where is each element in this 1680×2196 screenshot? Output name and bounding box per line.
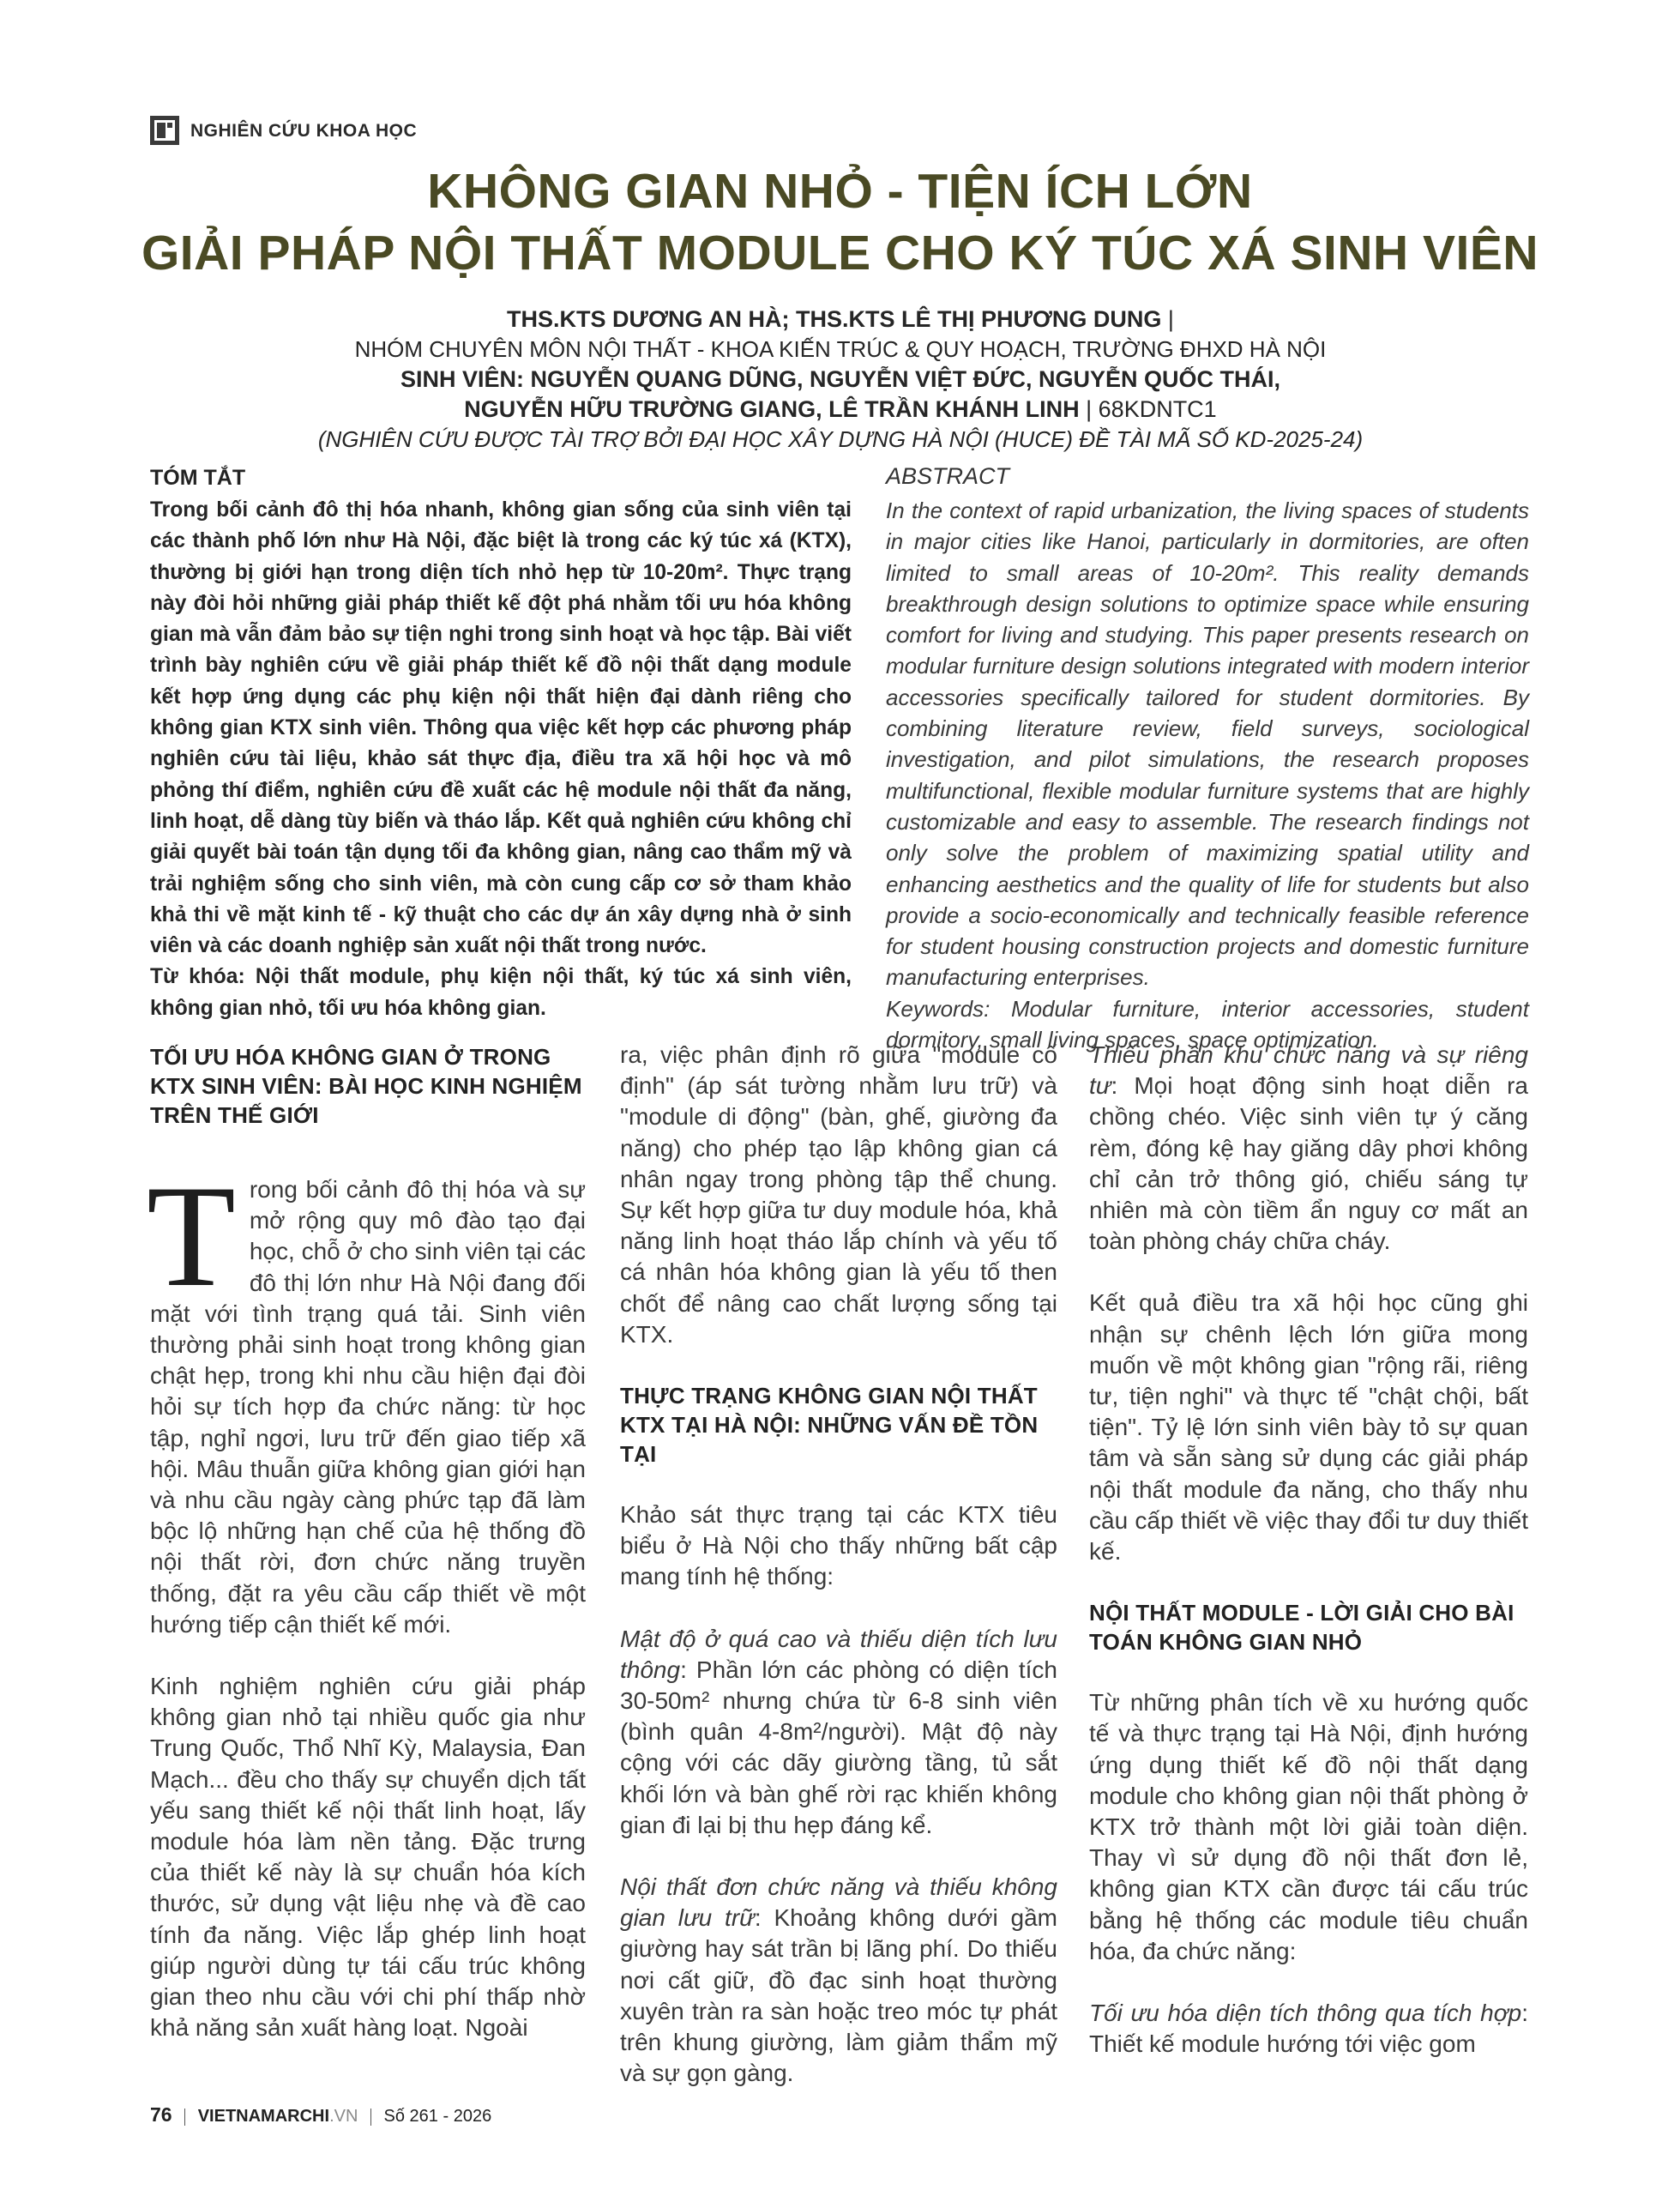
- paragraph: [147, 1155, 586, 1640]
- magazine-name: VIETNAMARCHI: [197, 2107, 330, 2126]
- body-column-1: [147, 1042, 586, 2074]
- body-column-2: [620, 1040, 1057, 2120]
- paragraph-text: rong bối cảnh đô thị hóa và sự mở rộng quy mô đào tạo đại học, chỗ ở cho sinh viên tại các đô thị lớn như Hà Nội đang đối mặt với tình trạng quá tải. Sinh viên thường phải sinh hoạt trong không gian chật hẹp, trong khi nhu cầu hiện đại đòi hỏi sự tích hợp đa chức năng: từ học tập, nghỉ ngơi, lưu trữ đến giao tiếp xã hội. Mâu thuẫn giữa không gian giới hạn và nhu cầu ngày càng phức tạp đã làm bộc lộ những hạn chế của hệ thống đồ nội thất rời, đơn chức năng truyền thống, đặt ra yêu cầu cấp thiết về một hướng tiếp cận thiết kế mới.: [150, 1176, 586, 1638]
- drop-cap: T: [147, 1155, 236, 1317]
- paragraph: Kết quả điều tra xã hội học cũng ghi nhận sự chênh lệch lớn giữa mong muốn về một không gian "rộng rãi, riêng tư, tiện nghi" và thực tế "chật chội, bất tiện". Tỷ lệ lớn sinh viên bày tỏ sự quan tâm và sẵn sàng sử dụng các giải pháp nội thất module đa năng, cho thấy nhu cầu cấp thiết về việc thay đổi tư duy thiết kế.: [1089, 1289, 1528, 1566]
- section-heading-1: TỐI ƯU HÓA KHÔNG GIAN Ở TRONG KTX SINH VIÊN: BÀI HỌC KINH NGHIỆM TRÊN THẾ GIỚI: [150, 1044, 582, 1128]
- byline-lecturers: [150, 305, 1531, 335]
- byline-separator: |: [1167, 306, 1174, 332]
- abstract-vn-body: Trong bối cảnh đô thị hóa nhanh, không gian sống của sinh viên tại các thành phố lớn như Hà Nội, đặc biệt là trong các ký túc xá (KTX), thường bị giới hạn trong diện tích nhỏ hẹp từ 10-20m². Thực trạng này đòi hỏi những giải pháp thiết kế đột phá nhằm tối ưu hóa không gian mà vẫn đảm bảo sự tiện nghi trong sinh hoạt và học tập. Bài viết trình bày nghiên cứu về giải pháp thiết kế đồ nội thất dạng module kết hợp ứng dụng các phụ kiện nội thất hiện đại dành riêng cho không gian KTX sinh viên. Thông qua việc kết hợp các phương pháp nghiên cứu tài liệu, khảo sát thực địa, điều tra xã hội học và mô phỏng thí điểm, nghiên cứu đề xuất các hệ module nội thất đa năng, linh hoạt, dễ dàng tùy biến và tháo lắp. Kết quả nghiên cứu không chỉ giải quyết bài toán tận dụng tối đa không gian, nâng cao thẩm mỹ và trải nghiệm sống cho sinh viên, mà còn cung cấp cơ sở tham khảo khả thi về mặt kinh tế - kỹ thuật cho các dự án xây dựng nhà ở sinh viên và các doanh nghiệp sản xuất nội thất trong nước.: [150, 498, 852, 958]
- abstract-vn-keywords: Từ khóa: Nội thất module, phụ kiện nội thất, ký túc xá sinh viên, không gian nhỏ, tối ưu hóa không gian.: [150, 965, 852, 1020]
- abstract-en-heading: ABSTRACT: [886, 463, 1010, 489]
- page-number: 76: [150, 2103, 172, 2126]
- paragraph-text: : Thiết kế module hướng tới việc gom: [1089, 2000, 1528, 2058]
- student-names-1: SINH VIÊN: NGUYỄN QUANG DŨNG, NGUYỄN VIỆT ĐỨC, NGUYỄN QUỐC THÁI,: [400, 366, 1280, 392]
- abstract-vn-heading: TÓM TẮT: [150, 466, 246, 490]
- paragraph-text: : Phần lớn các phòng có diện tích 30-50m² nhưng chứa từ 6-8 sinh viên (bình quân 4-8m²/người). Mật độ này cộng với các dãy giường tầng, tủ sắt khối lớn và bàn ghế rời rạc khiến không gian đi lại bị thu hẹp đáng kể.: [620, 1656, 1057, 1838]
- abstract-vn: [150, 495, 852, 1024]
- paragraph-lead: Nội thất đơn chức năng và thiếu không gian lưu trữ: [620, 1873, 1057, 1932]
- article-title-line-1: KHÔNG GIAN NHỎ - TIỆN ÍCH LỚN: [427, 164, 1253, 219]
- section-heading-3: NỘI THẤT MODULE - LỜI GIẢI CHO BÀI TOÁN KHÔNG GIAN NHỎ: [1089, 1600, 1514, 1656]
- paragraph: [620, 1624, 1057, 1841]
- abstract-en-body: In the context of rapid urbanization, the living spaces of students in major cities like Hanoi, particularly in dormitories, are often limited to small areas of 10-20m². This reality demands breakthrough design solutions to optimize space while ensuring comfort for living and studying. This paper presents research on modular furniture design solutions integrated with modern interior accessories specifically tailored for student dormitories. By combining literature review, field surveys, sociological investigation, and pilot simulations, the research proposes multifunctional, flexible modular furniture systems that are highly customizable and easy to assemble. The research findings not only solve the problem of maximizing spatial utility and enhancing aesthetics and the quality of life for students but also provide a socio-economically and technically feasible reference for student housing construction projects and domestic furniture manufacturing enterprises.: [886, 498, 1529, 991]
- section-label: NGHIÊN CỨU KHOA HỌC: [190, 121, 418, 141]
- body-column-3: [1089, 1040, 1528, 2090]
- paragraph: [1089, 1998, 1528, 2060]
- paragraph: Từ những phân tích về xu hướng quốc tế và thực trạng tại Hà Nội, định hướng ứng dụng thiết kế đồ nội thất dạng module cho không gian nội thất phòng ở KTX trở thành một lời giải toàn diện. Thay vì sử dụng đồ nội thất đơn lẻ, không gian KTX cần được tái cấu trúc bằng hệ thống các module tiêu chuẩn hóa, đa chức năng:: [1089, 1689, 1528, 1964]
- student-names-2: NGUYỄN HỮU TRƯỜNG GIANG, LÊ TRẦN KHÁNH LINH: [464, 396, 1080, 422]
- lecturer-names: THS.KTS DƯƠNG AN HÀ; THS.KTS LÊ THỊ PHƯƠNG DUNG: [507, 306, 1162, 332]
- byline-affiliation: NHÓM CHUYÊN MÔN NỘI THẤT - KHOA KIẾN TRÚC & QUY HOẠCH, TRƯỜNG ĐHXD HÀ NỘI: [354, 336, 1327, 362]
- page-footer: [150, 2103, 491, 2127]
- paragraph: [1089, 1040, 1528, 1257]
- paragraph: [620, 1872, 1057, 2089]
- paragraph-text: : Mọi hoạt động sinh hoạt diễn ra chồng chéo. Việc sinh viên tự ý căng rèm, đóng kệ hay giăng dây phơi không chỉ cản trở thông gió, chiếu sáng tự nhiên mà còn tiềm ẩn nguy cơ mất an toàn phòng cháy chữa cháy.: [1089, 1072, 1528, 1255]
- funding-note: (NGHIÊN CỨU ĐƯỢC TÀI TRỢ BỞI ĐẠI HỌC XÂY DỰNG HÀ NỘI (HUCE) ĐỀ TÀI MÃ SỐ KD-2025-24): [317, 426, 1364, 452]
- article-title-line-2: GIẢI PHÁP NỘI THẤT MODULE CHO KÝ TÚC XÁ SINH VIÊN: [141, 226, 1539, 281]
- class-code: 68KDNTC1: [1098, 396, 1217, 422]
- byline-students-1: [150, 365, 1531, 395]
- paragraph: Khảo sát thực trạng tại các KTX tiêu biểu ở Hà Nội cho thấy những bất cập mang tính hệ thống:: [620, 1501, 1057, 1590]
- section-heading-2: THỰC TRẠNG KHÔNG GIAN NỘI THẤT KTX TẠI HÀ NỘI: NHỮNG VẤN ĐỀ TỒN TẠI: [620, 1383, 1039, 1468]
- paragraph: Kinh nghiệm nghiên cứu giải pháp không gian nhỏ tại nhiều quốc gia như Trung Quốc, Thổ Nhĩ Kỳ, Malaysia, Đan Mạch... đều cho thấy sự chuyển dịch tất yếu sang thiết kế nội thất linh hoạt, lấy module hóa làm nền tảng. Đặc trưng của thiết kế này là sự chuẩn hóa kích thước, sử dụng vật liệu nhẹ và đề cao tính đa năng. Việc lắp ghép linh hoạt giúp người dùng tự tái cấu trúc không gian theo nhu cầu với chi phí thấp nhờ khả năng sản xuất hàng loạt. Ngoài: [150, 1673, 586, 2042]
- paragraph-lead: Thiếu phân khu chức năng và sự riêng tư: [1089, 1041, 1528, 1100]
- abstract-en: [886, 495, 1529, 1055]
- byline-separator-2: |: [1086, 396, 1093, 422]
- paragraph: ra, việc phân định rõ giữa "module cố định" (áp sát tường nhằm lưu trữ) và "module di động" (bàn, ghế, giường đa năng) cho phép tạo lập không gian cá nhân ngay trong phòng tập thể chung. Sự kết hợp giữa tư duy module hóa, khả năng linh hoạt tháo lắp chính và yếu tố cá nhân hóa không gian là yếu tố then chốt để nâng cao chất lượng sống tại KTX.: [620, 1041, 1057, 1348]
- paragraph-lead: Tối ưu hóa diện tích thông qua tích hợp: [1089, 2000, 1522, 2027]
- footer-divider: [184, 2109, 185, 2126]
- abstract-en-keywords: Keywords: Modular furniture, interior accessories, student dormitory, small living spaces, space optimization.: [886, 995, 1529, 1053]
- magazine-domain: .VN: [329, 2107, 358, 2126]
- paragraph-lead: Mật độ ở quá cao và thiếu diện tích lưu thông: [620, 1625, 1057, 1683]
- footer-divider: [370, 2109, 371, 2126]
- section-icon: [150, 116, 179, 145]
- issue-number: Số 261 - 2026: [383, 2107, 492, 2126]
- paragraph-text: : Khoảng không dưới gầm giường hay sát trần bị lãng phí. Do thiếu nơi cất giữ, đồ đạc sinh hoạt thường xuyên tràn ra sàn hoặc treo móc tự phát trên khung giường, làm giảm thẩm mỹ và sự gọn gàng.: [620, 1904, 1057, 2087]
- byline-students-2: [150, 395, 1531, 425]
